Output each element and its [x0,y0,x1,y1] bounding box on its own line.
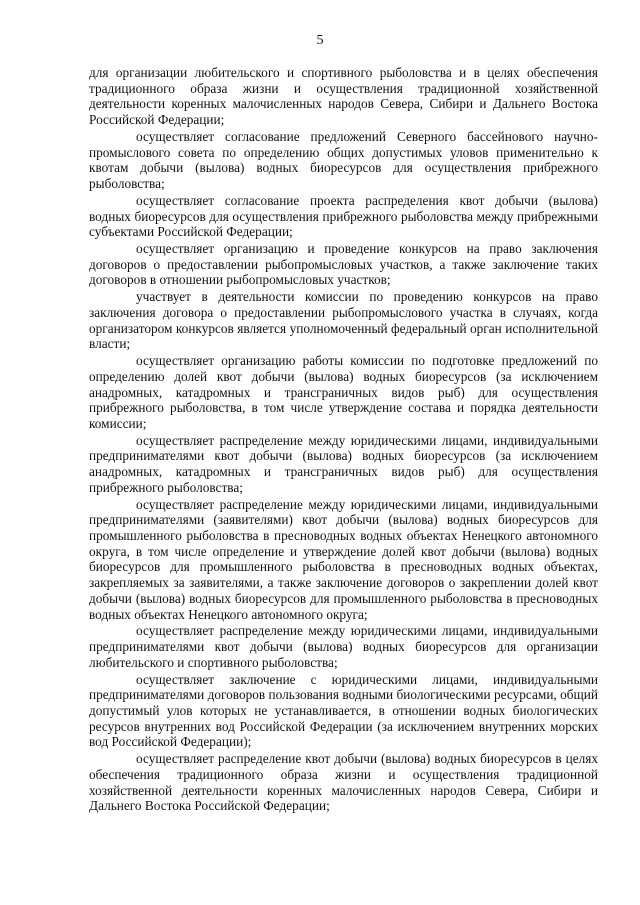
paragraph: участвует в деятельности комиссии по проведению конкурсов на право заключения договора о предоставлении рыбопромыслового участка в случаях, когда организатором конкурсов является уполномоченный федеральный орган исполнительной власти; [89,289,598,352]
paragraph: осуществляет заключение с юридическими лицами, индивидуальными предпринимателями договоров пользования водными биологическими ресурсами, общий допустимый улов которых не устанавливается, в отношении водных биологических ресурсов внутренних вод Российской Федерации (за исключением внутренних морских вод Российской Федерации); [89,671,598,750]
page-number: 5 [316,33,324,48]
paragraph: осуществляет распределение между юридическими лицами, индивидуальными предпринимателями квот добычи (вылова) водных биоресурсов для организации любительского и спортивного рыболовства; [89,623,598,670]
paragraph: осуществляет согласование проекта распределения квот добычи (вылова) водных биоресурсов для осуществления прибрежного рыболовства между прибрежными субъектами Российской Федерации; [89,192,598,240]
paragraph: осуществляет организацию и проведение конкурсов на право заключения договоров о предоставлении рыбопромысловых участков, а также заключение таких договоров в отношении рыбопромысловых участков; [89,241,598,288]
paragraph: осуществляет распределение между юридическими лицами, индивидуальными предпринимателями (заявителями) квот добычи (вылова) водных биоресурсов для промышленного рыболовства в пресноводных водных объектах Ненецкого автономного округа, в том числе определение и утверждение долей квот добычи (вылова) водных биоресурсов для промышленного рыболовства в пресноводных водных объектах, закрепляемых за заявителями, а также заключение договоров о закреплении долей квот добычи (вылова) водных биоресурсов для промышленного рыболовства в пресноводных водных объектах Ненецкого автономного округа; [89,496,598,622]
document-body [89,65,598,815]
paragraph: осуществляет распределение квот добычи (вылова) водных биоресурсов в целях обеспечения традиционного образа жизни и осуществления традиционной хозяйственной деятельности коренных малочисленных народов Севера, Сибири и Дальнего Востока Российской Федерации; [89,751,598,814]
paragraph: осуществляет организацию работы комиссии по подготовке предложений по определению долей квот добычи (вылова) водных биоресурсов (за исключением анадромных, катадромных и трансграничных видов рыб) для осуществления прибрежного рыболовства, в том числе утверждение состава и порядка деятельности комиссии; [89,353,598,431]
paragraph: осуществляет распределение между юридическими лицами, индивидуальными предпринимателями квот добычи (вылова) водных биоресурсов (за исключением анадромных, катадромных и трансграничных видов рыб) для осуществления прибрежного рыболовства; [89,432,598,495]
paragraph: осуществляет согласование предложений Северного бассейнового научно-промыслового совета по определению общих допустимых уловов применительно к квотам добычи (вылова) водных биоресурсов для осуществления прибрежного рыболовства; [89,128,598,192]
paragraph-continuation: для организации любительского и спортивного рыболовства и в целях обеспечения традиционного образа жизни и осуществления традиционной хозяйственной деятельности коренных малочисленных народов Севера, Сибири и Дальнего Востока Российской Федерации; [89,65,598,128]
